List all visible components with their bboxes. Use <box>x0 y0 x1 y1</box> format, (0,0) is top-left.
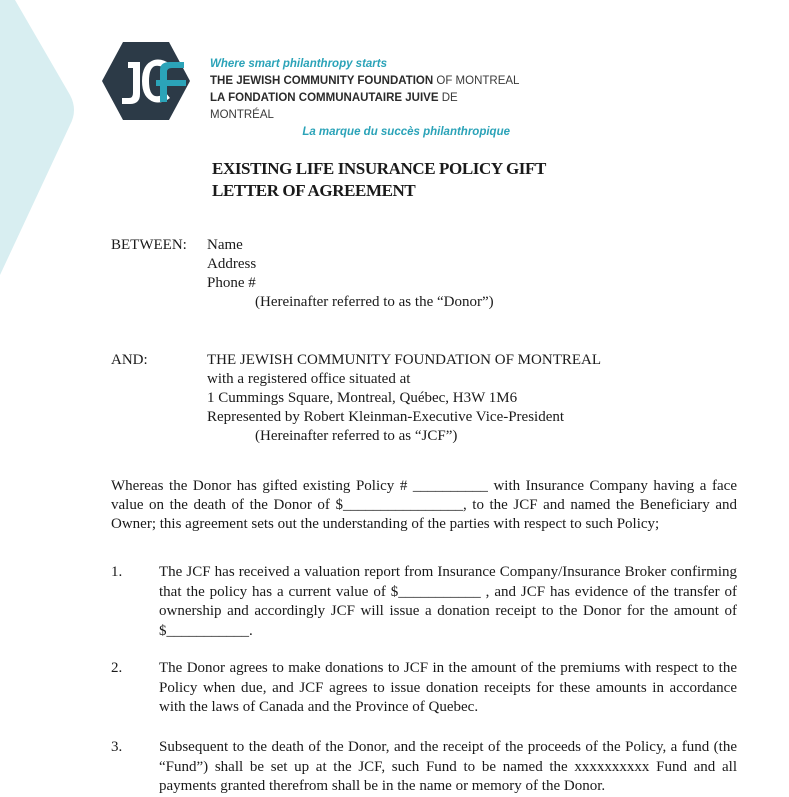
item-number: 1. <box>111 564 123 580</box>
between-label: BETWEEN: <box>111 237 187 253</box>
donor-details: Name Address Phone # (Hereinafter referred to as the “Donor”) <box>207 237 494 310</box>
item-number: 3. <box>111 739 123 755</box>
document-title: EXISTING LIFE INSURANCE POLICY GIFT LETTER OF AGREEMENT <box>212 159 546 200</box>
item-number: 2. <box>111 660 123 676</box>
tagline-english: Where smart philanthropy starts <box>210 58 388 70</box>
item-text: Subsequent to the death of the Donor, and the receipt of the proceeds of the Policy, a fund (the “Fund”) shall be set up at the JCF, such Fund to be named the xxxxxxxxxx Fund and all payments granted therefrom shall be in the name or memory of the Donor. <box>159 739 737 794</box>
decorative-background-shape <box>0 0 80 280</box>
item-text: The Donor agrees to make donations to JCF in the amount of the premiums with respect to the Policy when due, and JCF agrees to issue donation receipts for these amounts in accordance with the laws of Canada and the Province of Quebec. <box>159 660 737 715</box>
and-label: AND: <box>111 352 148 368</box>
jcf-logo <box>100 40 192 122</box>
org-name-french: LA FONDATION COMMUNAUTAIRE JUIVE DE MONTRÉAL <box>210 92 458 121</box>
header-tagline <box>210 56 520 141</box>
org-name-english: THE JEWISH COMMUNITY FOUNDATION OF MONTREAL <box>210 75 520 87</box>
item-text: The JCF has received a valuation report from Insurance Company/Insurance Broker confirming that the policy has a current value of $___________ , and JCF has evidence of the transfer of ownership and accordingly JCF will issue a donation receipt to the Donor for the amount of $___________. <box>159 564 737 639</box>
tagline-french: La marque du succès philanthropique <box>302 126 510 138</box>
jcf-details: THE JEWISH COMMUNITY FOUNDATION OF MONTREAL with a registered office situated at 1 Cummings Square, Montreal, Québec, H3W 1M6 Represented by Robert Kleinman-Executive Vice-President (Hereinafter referred to as “JCF”) <box>207 352 602 444</box>
whereas-paragraph: Whereas the Donor has gifted existing Policy # __________ with Insurance Company having a face value on the death of the Donor of $________________, to the JCF and named the Beneficiary and Owner; this agreement sets out the understanding of the parties with respect to such Policy; <box>111 478 737 532</box>
